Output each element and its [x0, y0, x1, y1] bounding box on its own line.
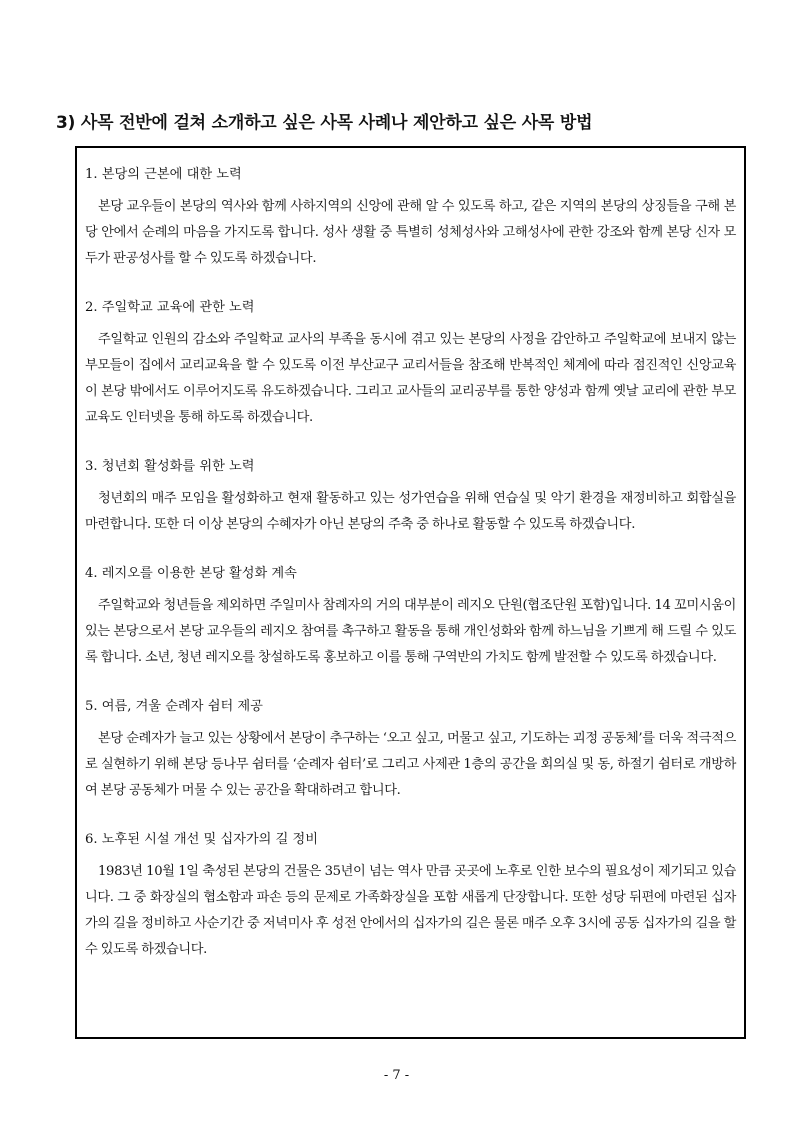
section-1 [85, 162, 736, 272]
section-heading: 3. 청년회 활성화를 위한 노력 [85, 459, 255, 474]
section-heading: 1. 본당의 근본에 대한 노력 [85, 167, 242, 182]
page-heading: 3) 사목 전반에 걸쳐 소개하고 싶은 사목 사례나 제안하고 싶은 사목 방법 [56, 113, 593, 133]
section-heading: 4. 레지오를 이용한 본당 활성화 계속 [85, 566, 297, 581]
section-body: 주일학교와 청년들을 제외하면 주일미사 참례자의 거의 대부분이 레지오 단원(협조단원 포함)입니다. 14 꼬미시움이 있는 본당으로서 본당 교우들의 레지오 참여를 촉구하고 활동을 통해 개인성화와 함께 하느님을 기쁘게 해 드릴 수 있도록 합니다. 소년, 청년 레지오를 창설하도록 홍보하고 이를 통해 구역반의 가치도 함께 발전할 수 있도록 하겠습니다. [85, 598, 736, 665]
section-3 [85, 454, 736, 538]
section-6 [85, 827, 736, 963]
section-2 [85, 295, 736, 431]
section-body: 본당 교우들이 본당의 역사와 함께 사하지역의 신앙에 관해 알 수 있도록 하고, 같은 지역의 본당의 상징들을 구해 본당 안에서 순례의 마음을 가지도록 합니다. 성사 생활 중 특별히 성체성사와 고해성사에 관한 강조와 함께 본당 신자 모두가 판공성사를 할 수 있도록 하겠습니다. [85, 199, 736, 266]
section-heading: 2. 주일학교 교육에 관한 노력 [85, 300, 255, 315]
page-number: - 7 - [383, 1068, 410, 1083]
section-heading: 5. 여름, 겨울 순례자 쉼터 제공 [85, 699, 263, 714]
section-body: 주일학교 인원의 감소와 주일학교 교사의 부족을 동시에 겪고 있는 본당의 사정을 감안하고 주일학교에 보내지 않는 부모들이 집에서 교리교육을 할 수 있도록 이전 부산교구 교리서들을 참조해 반복적인 체계에 따라 점진적인 신앙교육이 본당 밖에서도 이루어지도록 유도하겠습니다. 그리고 교사들의 교리공부를 통한 양성과 함께 옛날 교리에 관한 부모 교육도 인터넷을 통해 하도록 하겠습니다. [85, 332, 736, 425]
section-heading: 6. 노후된 시설 개선 및 십자가의 길 정비 [85, 832, 319, 847]
section-body: 청년회의 매주 모임을 활성화하고 현재 활동하고 있는 성가연습을 위해 연습실 및 악기 환경을 재정비하고 회합실을 마련합니다. 또한 더 이상 본당의 수혜자가 아닌 본당의 주축 중 하나로 활동할 수 있도록 하겠습니다. [85, 491, 736, 532]
section-body: 본당 순례자가 늘고 있는 상황에서 본당이 추구하는 ‘오고 싶고, 머물고 싶고, 기도하는 괴정 공동체’를 더욱 적극적으로 실현하기 위해 본당 등나무 쉼터를 ‘순례자 쉼터’로 그리고 사제관 1층의 공간을 회의실 및 동, 하절기 쉼터로 개방하여 본당 공동체가 머물 수 있는 공간을 확대하려고 합니다. [85, 731, 736, 798]
section-body: 1983년 10월 1일 축성된 본당의 건물은 35년이 넘는 역사 만큼 곳곳에 노후로 인한 보수의 필요성이 제기되고 있습니다. 그 중 화장실의 협소함과 파손 등의 문제로 가족화장실을 포함 새롭게 단장합니다. 또한 성당 뒤편에 마련된 십자가의 길을 정비하고 사순기간 중 저녁미사 후 성전 안에서의 십자가의 길은 물론 매주 오후 3시에 공동 십자가의 길을 할 수 있도록 하겠습니다. [85, 864, 736, 957]
section-5 [85, 694, 736, 804]
section-4 [85, 561, 736, 671]
content-box [75, 146, 746, 1039]
